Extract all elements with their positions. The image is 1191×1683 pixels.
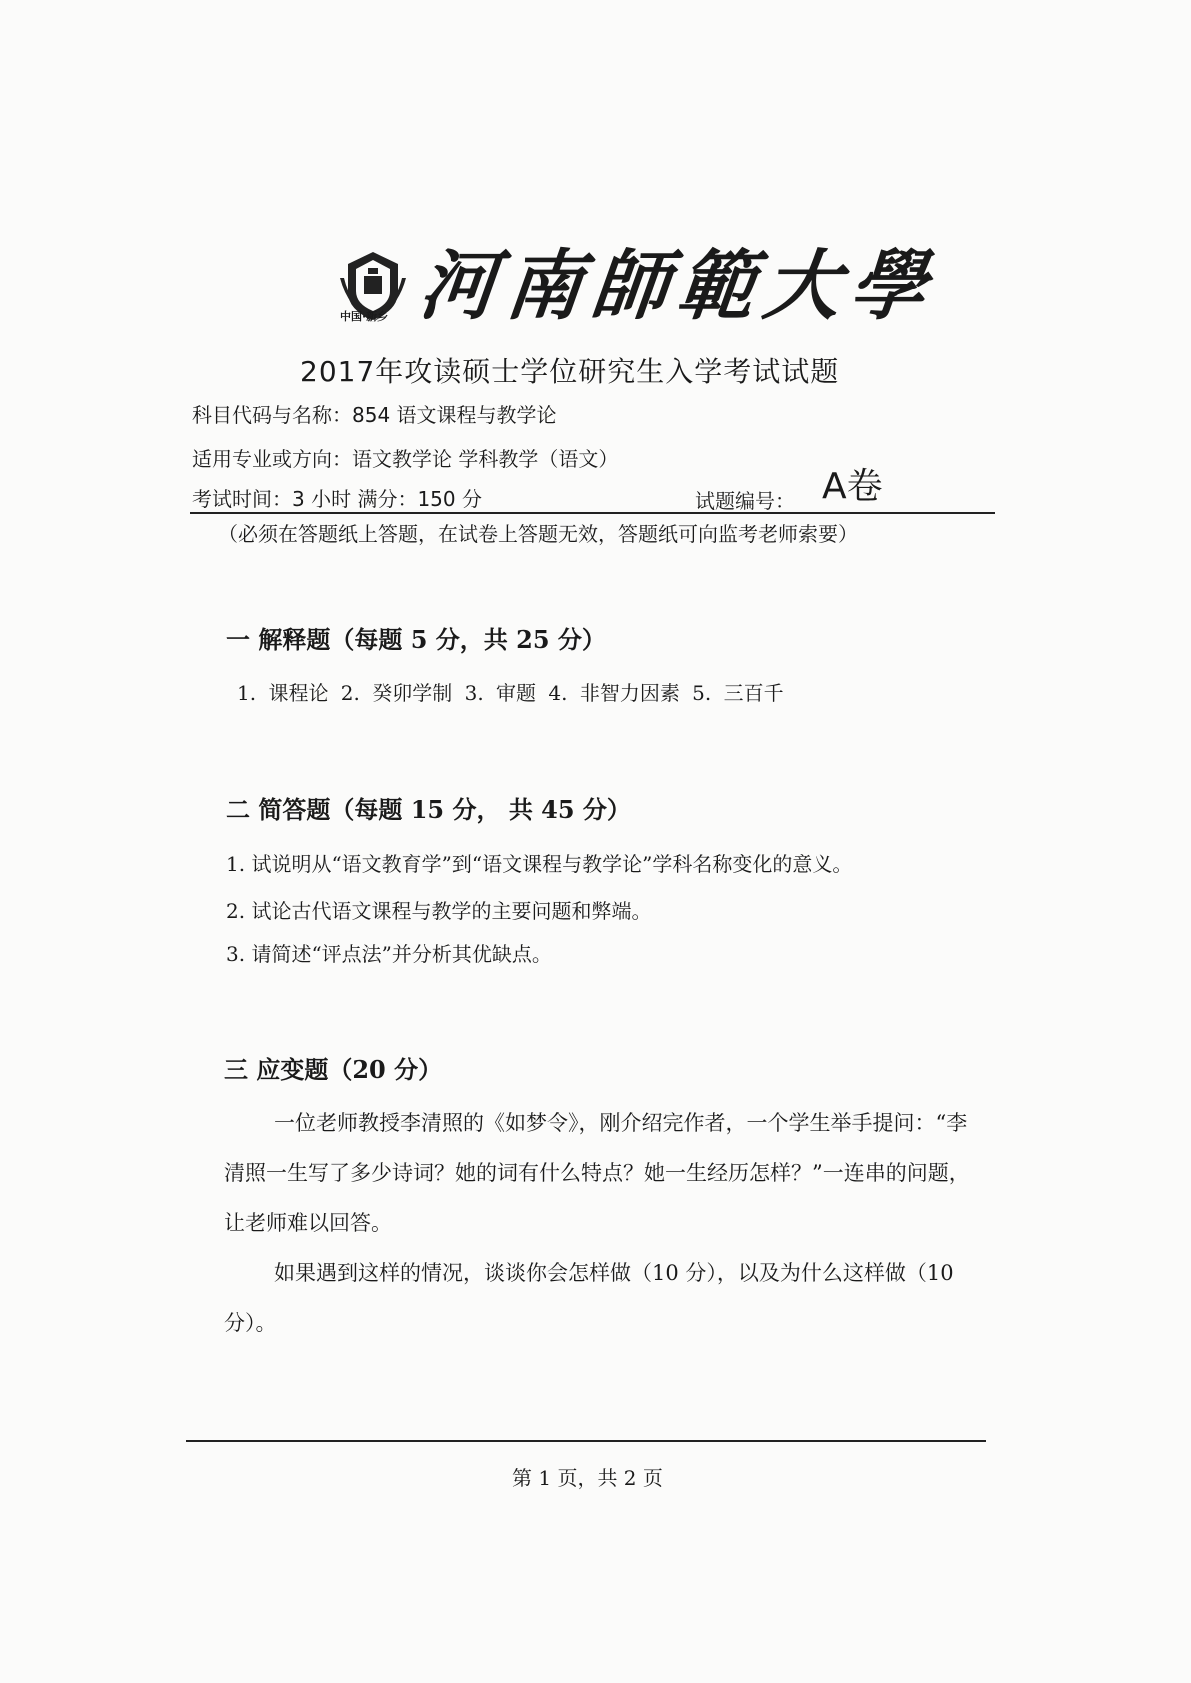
time-score-line: 考试时间：3 小时 满分：150 分	[192, 487, 482, 511]
section-2-question-3: 3. 请简述“评点法”并分析其优缺点。	[226, 942, 552, 966]
section-1-title: 一 解释题（每题 5 分，共 25 分）	[226, 625, 606, 654]
section-1-terms: 1. 课程论 2. 癸卯学制 3. 审题 4. 非智力因素 5. 三百千	[237, 681, 784, 705]
answer-notice: （必须在答题纸上答题，在试卷上答题无效，答题纸可向监考老师索要）	[218, 522, 858, 546]
subject-line: 科目代码与名称：854 语文课程与教学论	[192, 403, 557, 427]
page-number: 第 1 页，共 2 页	[512, 1466, 663, 1490]
footer-divider	[186, 1440, 986, 1442]
section-3-paragraph-1	[224, 1098, 984, 1248]
header-divider	[190, 512, 995, 514]
exam-title: 2017年攻读硕士学位研究生入学考试试题	[300, 355, 840, 388]
section-2-title: 二 简答题（每题 15 分， 共 45 分）	[226, 795, 631, 824]
major-line: 适用专业或方向：语文教学论 学科教学（语文）	[192, 447, 619, 471]
section-3-title: 三 应变题（20 分）	[224, 1055, 443, 1084]
section-3-paragraph-2-text: 如果遇到这样的情况，谈谈你会怎样做（10 分），以及为什么这样做（10 分）。	[224, 1261, 954, 1335]
section-2-question-1: 1. 试说明从“语文教育学”到“语文课程与教学论”学科名称变化的意义。	[226, 852, 853, 876]
logo-subtitle: 中国·新乡	[340, 310, 389, 323]
paper-number-label: 试题编号：	[695, 489, 795, 513]
section-2-question-2: 2. 试论古代语文课程与教学的主要问题和弊端。	[226, 899, 652, 923]
paper-type: A卷	[822, 466, 883, 507]
section-3-paragraph-1-text: 一位老师教授李清照的《如梦令》，刚介绍完作者，一个学生举手提问：“李清照一生写了多少诗词？她的词有什么特点？她一生经历怎样？”一连串的问题，让老师难以回答。	[224, 1111, 970, 1235]
section-3-paragraph-2	[224, 1248, 984, 1348]
university-name: 河南師範大學	[415, 241, 941, 330]
